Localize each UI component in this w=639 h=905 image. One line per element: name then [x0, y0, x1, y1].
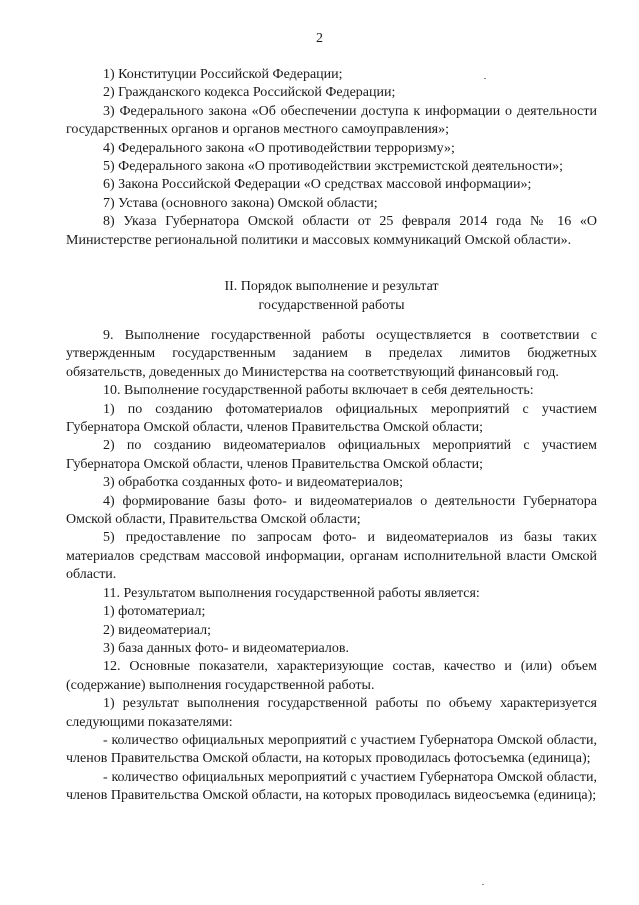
- paragraph: 1) результат выполнения государственной работы по объему характеризуется следующими показателями:: [66, 696, 597, 730]
- paragraph: 10. Выполнение государственной работы включает в себя деятельность:: [103, 383, 534, 399]
- paragraph: - количество официальных мероприятий с участием Губернатора Омской области, членов Правительства Омской области, на которых проводилась видеосъемка (единица);: [66, 769, 597, 804]
- paragraph: 4) формирование базы фото- и видеоматериалов о деятельности Губернатора Омской области, Правительства Омской области;: [66, 493, 597, 528]
- list-item: 1) Конституции Российской Федерации;: [103, 67, 343, 82]
- scan-speck: [482, 884, 484, 885]
- list-item: 7) Устава (основного закона) Омской области;: [103, 195, 378, 211]
- section-heading: [66, 277, 597, 315]
- paragraph: - количество официальных мероприятий с участием Губернатора Омской области, членов Правительства Омской области, на которых проводилась фотосъемка (единица);: [66, 732, 597, 767]
- paragraph: 3) база данных фото- и видеоматериалов.: [103, 640, 349, 656]
- paragraph: 9. Выполнение государственной работы осуществляется в соответствии с утвержденным государственным заданием в пределах лимитов бюджетных обязательств, доведенных до Министерства на соответствующий финансовый год.: [66, 328, 597, 380]
- list-item: 4) Федерального закона «О противодействии терроризму»;: [103, 140, 455, 156]
- list-item: 3) Федерального закона «Об обеспечении доступа к информации о деятельности государственных органов и органов местного самоуправления»;: [66, 103, 597, 138]
- scan-speck: [484, 78, 486, 79]
- page-number: 2: [316, 31, 323, 46]
- section-body: [66, 327, 597, 806]
- paragraph: 5) предоставление по запросам фото- и видеоматериалов из базы таких материалов средствам массовой информации, органам исполнительной власти Омской области.: [66, 530, 597, 583]
- paragraph: 1) фотоматериал;: [103, 604, 206, 620]
- list-item: 5) Федерального закона «О противодействии экстремистской деятельности»;: [103, 159, 563, 175]
- section-heading-line: II. Порядок выполнение и результат: [224, 279, 439, 294]
- paragraph: 11. Результатом выполнения государственной работы является:: [103, 585, 480, 601]
- paragraph: 1) по созданию фотоматериалов официальных мероприятий с участием Губернатора Омской области, членов Правительства Омской области;: [66, 401, 597, 436]
- list-item: 6) Закона Российской Федерации «О средствах массовой информации»;: [103, 177, 532, 193]
- paragraph: 2) по созданию видеоматериалов официальных мероприятий с участием Губернатора Омской области, членов Правительства Омской области;: [66, 438, 597, 472]
- legal-basis-list: [66, 66, 597, 250]
- paragraph: 12. Основные показатели, характеризующие состав, качество и (или) объем (содержание) выполнения государственной работы.: [66, 659, 597, 693]
- list-item: 8) Указа Губернатора Омской области от 25 февраля 2014 года № 16 «О Министерстве региональной политики и массовых коммуникаций Омской области».: [66, 214, 597, 248]
- paragraph: 3) обработка созданных фото- и видеоматериалов;: [103, 475, 403, 491]
- paragraph: 2) видеоматериал;: [103, 622, 211, 638]
- section-heading-line: государственной работы: [258, 298, 405, 313]
- list-item: 2) Гражданского кодекса Российской Федерации;: [103, 85, 396, 101]
